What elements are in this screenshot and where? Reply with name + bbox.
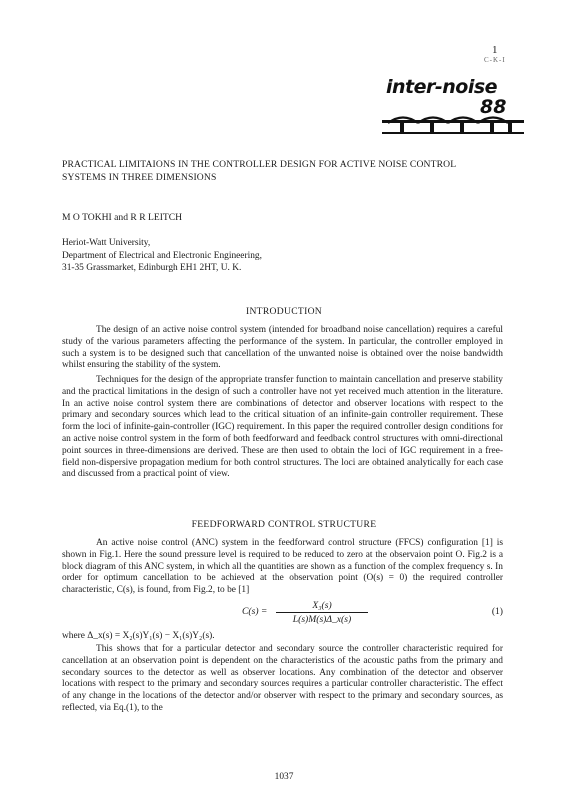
- equation-1: [62, 600, 503, 626]
- equation-number: (1): [491, 606, 503, 617]
- conference-logo: [378, 76, 528, 138]
- page-tag: C-K-I: [484, 56, 506, 64]
- intro-paragraph-1: The design of an active noise control system (intended for broadband noise cancellation) requires a careful study of the various parameters affecting the performance of the system. In particular, the controller employed in such a system is to be designed such that cancellation of the unwanted noise is obtained over the noise bandwidth whilst ensuring the stability of the system.: [62, 325, 503, 371]
- page-number: 1: [492, 44, 498, 56]
- feedforward-paragraph-1: An active noise control (ANC) system in the feedforward control structure (FFCS) configuration [1] is shown in Fig.1. Here the sound pressure level is required to be reduced to zero at the observaion point O. Fig.2 is a block diagram of this ANC system, in which all the quantities are shown as a function of the complex frequency s. In order for optimum cancellation to be achieved at the observation point (O(s) = 0) the required controller characteristic, C(s), is found, from Fig.2, to be [1]: [62, 538, 503, 596]
- affiliation-line: 31-35 Grassmarket, Edinburgh EH1 2HT, U. K.: [62, 263, 242, 273]
- bridge-arches-icon: [378, 114, 528, 136]
- section-heading-introduction: INTRODUCTION: [245, 306, 323, 317]
- equation-fraction: [276, 600, 368, 625]
- equation-lhs: C(s) =: [242, 606, 268, 617]
- affiliation: [62, 237, 262, 275]
- authors: M O TOKHI and R R LEITCH: [62, 212, 183, 223]
- footer-page-number: 1037: [274, 772, 294, 782]
- affiliation-line: Department of Electrical and Electronic Engineering,: [62, 250, 262, 261]
- intro-paragraph-2: Techniques for the design of the appropriate transfer function to maintain cancellation and preserve stability and the practical limitations in the design of such a controller have not yet received much attention in the literature. In an active noise control system there are combinations of detector and observer locations with respect to the primary and secondary sources which lead to the critical situation of an infinite-gain controller requirement. These form the loci of infinite-gain-controller (IGC) requirement. In this paper the required controller design conditions for an active noise control system in the form of both feedforward and feedback control structures with omni-directional point sources in three-dimensions are derived. These are then used to obtain the loci of IGC requirement in a free-field non-dispersive propagation medium for both control structures. The loci are obtained analytically for each case and discussed from a practical point of view.: [62, 375, 503, 480]
- logo-year: 88: [480, 96, 507, 118]
- feedforward-paragraph-2: This shows that for a particular detector and secondary source the controller characteristic required for cancellation at an observation point is dependent on the characteristics of the acoustic paths from the primary and secondary sources to the detector as well as observer locations. Any combination of the detector and observer locations with respect to the primary and secondary sources requires a particular controller characteristic. The effect of any change in the locations of the detector and/or observer with respect to the primary and secondary sources, as reflected, via Eq.(1), to the: [62, 644, 503, 713]
- logo-name: inter-noise: [386, 76, 498, 98]
- affiliation-line: Heriot-Watt University,: [62, 238, 151, 248]
- equation-denominator: L(s)M(s)Δ_x(s): [276, 612, 368, 625]
- section-heading-feedforward: FEEDFORWARD CONTROL STRUCTURE: [191, 519, 377, 530]
- equation-numerator: X₃(s): [312, 600, 332, 611]
- equation-where-line: where Δ_x(s) = X₂(s)Y₁(s) − X₁(s)Y₂(s).: [62, 631, 215, 641]
- paper-title: PRACTICAL LIMITAIONS IN THE CONTROLLER DESIGN FOR ACTIVE NOISE CONTROL SYSTEMS IN THREE DIMENSIONS: [62, 159, 456, 183]
